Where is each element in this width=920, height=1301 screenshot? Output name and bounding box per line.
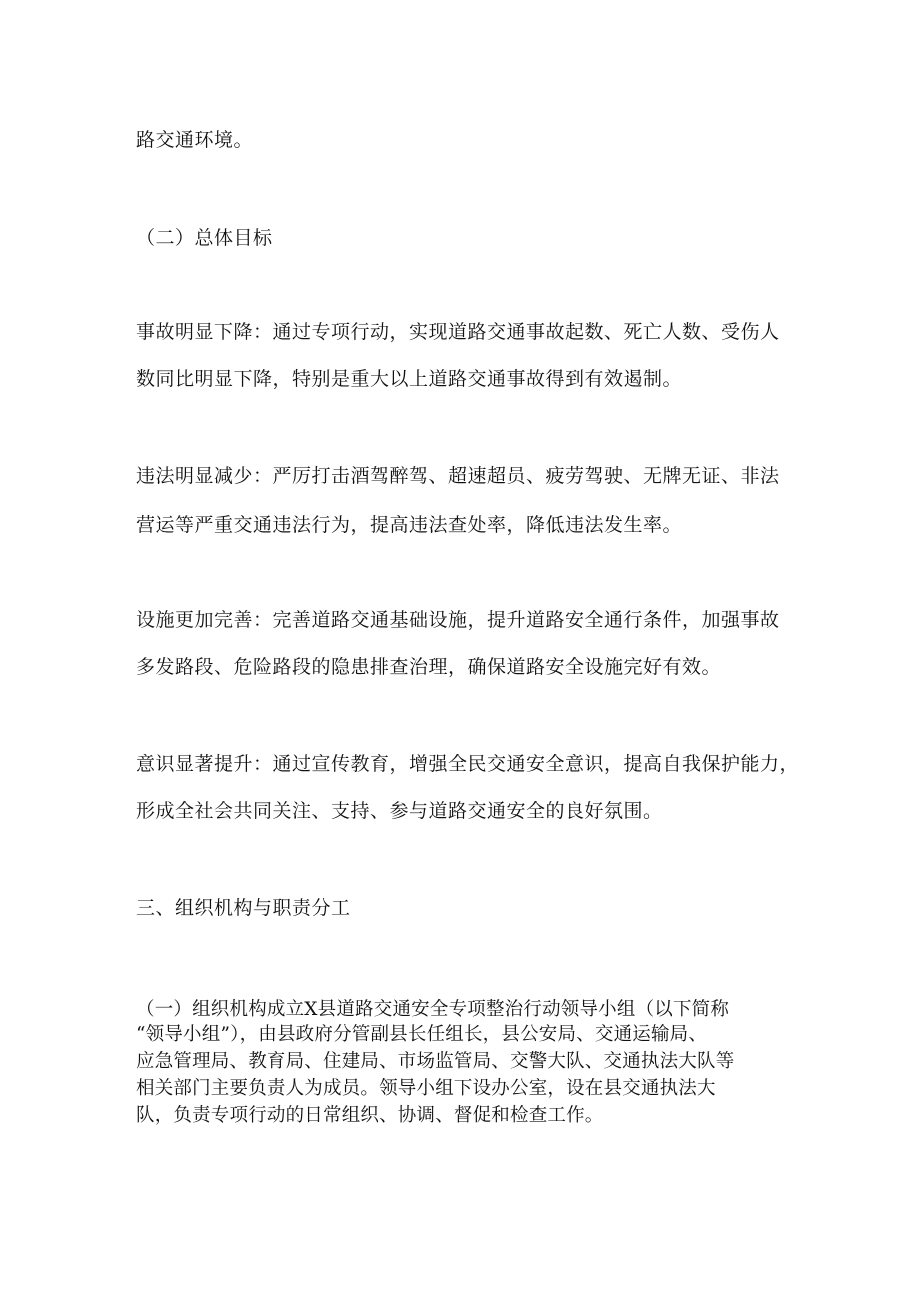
paragraph-facility-line1: 设施更加完善：完善道路交通基础设施，提升道路安全通行条件，加强事故	[136, 609, 780, 631]
continuation-text: 路交通环境。	[136, 129, 254, 151]
org-paragraph-line2: “领导小组”），由县政府分管副县长任组长，县公安局、交通运输局、	[136, 1024, 708, 1045]
paragraph-accident-line2: 数同比明显下降，特别是重大以上道路交通事故得到有效遏制。	[136, 368, 683, 390]
paragraph-accident-line1: 事故明显下降：通过专项行动，实现道路交通事故起数、死亡人数、受伤人	[136, 321, 780, 343]
paragraph-violation-line2: 营运等严重交通违法行为，提高违法查处率，降低违法发生率。	[136, 514, 683, 536]
paragraph-violation-line1: 违法明显减少：严厉打击酒驾醉驾、超速超员、疲劳驾驶、无牌无证、非法	[136, 465, 780, 487]
paragraph-awareness-line2: 形成全社会共同关注、支持、参与道路交通安全的良好氛围。	[136, 800, 663, 822]
org-paragraph-line1: （一）组织机构成立X县道路交通安全专项整治行动领导小组（以下简称	[136, 999, 730, 1020]
paragraph-facility-line2: 多发路段、危险路段的隐患排查治理，确保道路安全设施完好有效。	[136, 656, 722, 678]
org-paragraph-line3: 应急管理局、教育局、住建局、市场监管局、交警大队、交通执法大队等	[136, 1051, 735, 1072]
org-paragraph-line5: 队，负责专项行动的日常组织、协调、督促和检查工作。	[136, 1105, 604, 1126]
org-paragraph-line4: 相关部门主要负责人为成员。领导小组下设办公室，设在县交通执法大	[136, 1078, 716, 1099]
section-three-heading: 三、组织机构与职责分工	[136, 897, 351, 919]
section-goal-heading: （二）总体目标	[136, 227, 273, 249]
paragraph-awareness-line1: 意识显著提升：通过宣传教育，增强全民交通安全意识，提高自我保护能力，	[136, 753, 800, 775]
